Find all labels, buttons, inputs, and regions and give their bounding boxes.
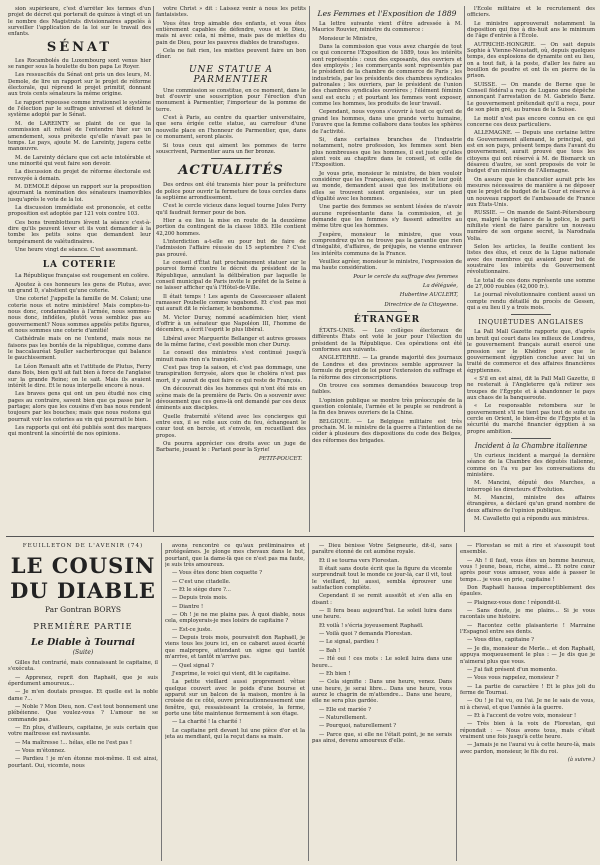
paragraph: — Vous êtes donc bien coquette ? [172,570,263,577]
novel-part: PREMIÈRE PARTIE [33,622,133,632]
paragraph: M. Victor Duruy, nommé académicien hier, vient d'offrir à un sénateur que Napoléon III, l'homme de décembre, a écrit l'esprit le plus libéral. [156,314,306,334]
paragraph: — Oh ! je ne me plains pas. À quoi diable, nous cela, employerais-je mes loisirs de capitaine ? [165,612,305,625]
paragraph: — Je m'en doutais presque. Et quelle est la noble dame ?... [8,689,158,702]
paragraph: — Apprenez, reprit don Raphaël, que je suis éperdument amoureux... [8,674,158,688]
paragraph: M. Cavalletto qui a répondu aux ministres. [474,516,589,523]
paragraph: M. Mancini, député des Marches, a interrogé les directeurs d'Évolution. [467,480,595,493]
paragraph: « Le responsable retombera sur le gouvernement s'il ne tient pas tout de suite un cercle en Orient, le bien-être de l'Égypte et la sécurité du marché financier égyptien à sa propre ambition. [467,403,595,435]
paragraph: — Je dis, monsieur de Merle... et don Raphaël, appuya moqueusement le plus : — Je dis que je n'aimerai plus que vous. [460,645,595,665]
paragraph: Les Rocambolés du Luxembourg sont venus hier se ranger sous la houlette du bon papa Le Royer. [8,57,151,71]
paragraph: — Jamais je ne l'aurai vu à cette heure-là, mais avec pardon, monsieur, le fils du roi. [460,742,595,755]
paragraph: Si, dans certaines branches de l'industrie notamment, notre profession, les femmes sont bien plus nombreuses que les hommes, il est juste qu'elles aient voix au chapitre dans le conseil, et celle de l'Exposition. [312,136,462,169]
feuilleton-text [460,543,595,755]
novel-author: Par Gontran BORYS [44,605,122,614]
russie-paragraph: Le total de ces dons représente une somme de 27,000 roubles (42,000 fr.). [467,277,595,291]
paragraph: — Vous dites, capitaine ? [467,637,535,644]
paragraph: — Voilà quoi ? demanda Florestan. [319,631,413,638]
paragraph: La République française est rougement en colère. [15,273,150,280]
paragraph: — Très bien à la voix de Florestan, qui répondait : — Nous avons tous, mais c'était vraiment une fois jusqu'à cette heure. [460,721,595,740]
paragraph: On trouve ces sommes demandées beaucoup trop faibles. [312,382,462,396]
section-heading-actualites: ACTUALITÉS [178,163,284,179]
feuilleton-text [8,660,158,769]
paragraph: — Le signal, pardieu ! [319,639,379,646]
allemagne-paragraph: ALLEMAGNE. — Depuis une certaine lettre du Gouvernement allemand, le principal, qui est en son pays, présent temps dans l'avant du gouvernement, aurait prouvé que tous les citoyens qui ont réservé à M. de Bismarck un désaveu d'autre, se sont proposés de voir le budget d'un ministère de l'Allemagne. [467,130,595,175]
paragraph: Cela ne fait rien, les miettes peuvent faire un bon dîner. [156,48,306,61]
feuilleton-divider [6,536,594,537]
paragraph: — Eh bien ! [319,670,351,677]
paragraph: J'espère, monsieur le ministre, que vous comprendrez qu'on ne trouve pas la garantie que rien d'inégalité, d'affaires, de préjugés, ne vienne entraver les intérêts communs de la France. [312,231,462,257]
column-1 [8,6,151,532]
feuilleton-text [165,543,305,740]
paragraph: Gilles fut contrarié, mais connaissant le capitaine, il s'exécuta. [8,660,158,673]
paragraph: Ou pourra apprécier ces droits avec un juge de Barbarie, jouant le : Partant pour la Syrie! [156,440,306,454]
signature: PETIT-POUCET. [258,455,302,462]
paragraph: Monsieur le Ministre, [319,35,378,42]
column-rule [464,6,465,532]
section-heading-senat: SÉNAT [46,39,113,55]
novel-chapter-sub: (Suite) [72,649,94,656]
paragraph: Une commission se constitue, en ce moment, dans le but d'ouvrir une souscription pour l'érection d'un monument à Parmentier, l'importeur de la pomme de terre. [156,87,306,113]
paragraph: L'interdiction a-t-elle eu pour but de faire de l'admission l'affaire réussie du 15 septembre ? C'est pas prouvé. [156,238,306,258]
intro-article [156,21,306,61]
paragraph: On découvrait dès les hommes qui n'ont été mis en scène mais de la première de Paris. On a souvenir avec dévouement que ces gens-là ont demandé par ces deux éminents aux disciples. [156,386,306,412]
paragraph: Le conseil d'État fait prochainement statuer sur le pourvoi formé contre le décret du président de la République, annulant la délibération par laquelle le conseil municipal de Paris invite le préfet de la Seine à ne laisser afficher qu'à l'Hôtel-de-Ville. [156,259,306,292]
paragraph: Vous êtes trop aimable des enfants, et vous êtes entièrement capables de défendre, vous et le Dieu, mais ni avec cela, ni même, mais pas de miettes du pain de Dieu, pour les pauvres diables de transfuges. [156,20,306,46]
column-rule [161,543,162,861]
paragraph: Le ministre approuverait notamment la disposition qui fixe à dix-huit ans le minimum de l'âge d'entrée à l'École. [467,20,595,40]
separator [367,311,407,312]
paragraph: — La partie de caractère ! Et le plus joli du ferme de Tournai. [460,683,595,696]
paragraph: ANGLETERRE. — La grande majorité des journaux de Londres et des provinces semble approuver la formule du projet de loi pour l'extension du suffrage et la réforme des circonscriptions. [312,355,462,381]
paragraph: — Ou ! je l'ai vu, ou l'ai. Je ne le sais de vous, ni à cheval, et que l'année à la guerre. [460,698,595,711]
paragraph: — Vous m'étonnez. [15,748,66,755]
paragraph: — Cela signifie : Dans une heure, venez. Dans une heure, je serai libre... Dans une heure, vous aurez le chagrin de m'attendre... Dans une heure, elle ne sera plus gardée. [312,679,452,705]
paragraph: Veuillez agréer, monsieur le ministre, l'expression de ma haute considération. [312,259,462,272]
paragraph: Hubertine AUCLERT, [399,292,458,299]
paragraph: avons rencontré ce qu'aux préliminaires et protégeâmes. Je plonge mes chevaux dans le but, pourtant, que la dame-là que ce n'est pas ma faute, je suis très amoureux. [165,543,305,569]
femmes-signature [312,274,462,308]
allemagne-paragraph: On assure que le chancelier aurait pris les mesures nécessaires de manière à ne déposer que le projet de budget de la Cour et réserve à un nouveau rapport de l'ambassade de France aux États-Unis. [467,176,595,208]
separator [511,438,551,439]
paragraph: Il était temps ! Les agents de Cassecasser allaient ramasser Poubelle comme vagabond. Et c'est pas moi qui aurait dit le réclamer, le bonhomme. [156,293,306,313]
paragraph: Pour le cercle du suffrage des femmes [353,273,458,280]
paragraph: Je vous prie, monsieur le ministre, de bien vouloir considérer que les Françaises, qui doivent le leur goût au monde, demandent aussi que les institutions où elles se trouvent soient organisées, sur un pied d'égalité avec les hommes. [312,170,462,202]
paragraph: — Pourquoi, naturellement ? [319,723,397,730]
paragraph: Dans la commission que vous avez chargée de tout ce qui concerne l'Exposition de 1889, tous les intérêts sont représentés : ceux des exposants, des ouvriers et des employés ; les commerçants sont représentés par le président de la chambre de commerce de Paris ; les industriels, par les présidents des chambres syndicales patronales ; les ouvriers, par le président de l'union des chambres syndicales ouvrières ; l'élément féminin seul est exclu ; et pourtant les femmes vont exposer, comme les hommes, les produits de leur travail. [312,44,462,108]
column-rule [309,6,310,532]
paragraph: — Sans doute, je me plains... Si je vous racontais une histoire. [460,608,595,621]
novel-title: LE COUSIN DU DIABLE [10,553,156,603]
paragraph: Les braves gens qui ont un peu étudié nos cinq pages au contraire, savent bien que ça passe par le partage; alors que les cousins d'en bas nous rendent toujours par les bouches; mais que nous restons qui pourrait voir les coteries au vin qui pourrait le bien. [8,391,151,423]
section-heading-coterie: LA COTERIE [42,260,117,271]
intro-paragraph: La lettre suivante vient d'être adressée à M. Maurice Rouvier, ministre du commerce : [312,21,462,34]
paragraph: — Et le siège dure ?... [172,587,231,594]
statue-article [156,88,306,155]
column-rule [308,543,309,861]
paragraph: Ajoutez à ces honneurs les gens de Plutus, avec un grand D, s'abstient qu'une coterie. [8,281,151,295]
paragraph: M. de Lareinty déclare que cet acte intolérable et une minorité qui veut faire son devoir. [8,154,151,167]
paragraph: M. DEMOLE dépose un rapport sur la proposition ajournant la nomination des sénateurs inamovibles jusqu'après le vote de la loi. [8,183,151,203]
paragraph: Une partie des femmes se sentent lésées de n'avoir aucune représentante dans la commission, et je demande que les femmes s'y fassent admettre au même titre que les hommes. [312,204,462,230]
russie-paragraph: RUSSIE. — On mande de Saint-Pétersbourg que, malgré la vigilance de la police, le parti nihiliste vient de faire paraître un nouveau numéro de son organe secret, la Narodnaïa Volia. [467,210,595,242]
russie-paragraph: Le journal révolutionnaire contient aussi un compte rendu détaillé du procès de Gessen, qui a eu lieu il y a trois mois. [467,292,595,312]
paragraph: Ces bons tremblotteurs lèvent la séance c'est-à-dire qu'ils peuvent lever et ils vont demander à la tombe les petits soins que demandent leur tempérament de valétudinaires. [8,219,151,245]
to-be-continued: (à suivre.) [567,756,595,763]
novel-chapter: Le Diable à Tournai [31,637,135,648]
paragraph: — Il fera beau aujourd'hui. Le soleil luira dans une heure. [312,608,452,621]
paragraph: — La charité ! la charité ! [172,719,242,726]
intro-article [467,6,595,40]
paragraph: — Vous vous rappelez, monsieur ? [467,675,559,682]
paragraph: M. de LAREINTY se plaint de ce que la commission ait refusé de l'entendre hier sur un amendement, sous prétexte qu'elle n'avait pas le temps. Le pays, ajoute M. de Lareinty, jugera cette manœuvre. [8,120,151,153]
paragraph: Une coterie! J'appelle la famille de M. Colani; une coterie nous et notre ministère! Mais comptes-tu-nous donc, condamnables à l'armée, nous sommes-nous donc, infidèles, plutôt vous semblez pas au gouvernement? Nous sommes appelés petits figures, et nous sommes une coterie d'amitié! [8,296,151,335]
paragraph: Quelle fraternité s'étend avec les concierges qui entre eux, il se relie aux coin du feu, échangeant le cœur tout en bercée, et s'envole, en recueillant des propos. [156,413,306,439]
paragraph: La discussion du projet de réforme électorale est renvoyée à demain. [8,169,151,182]
paragraph: — Parce que, si elle ne l'était point, je ne serais pas ainsi, devenu amoureux d'elle. [312,731,452,744]
paragraph: BELGIQUE. — Le Belgique militaire est très prochain. M. le ministre de la guerre a l'intention de ne céder à plusieurs des dispositions du code des Belges, des réformes des brigades. [312,418,462,444]
paragraph: l'École militaire et le recrutement des officiers. [467,6,595,19]
inquietudes-article [467,329,595,435]
autriche-paragraph: AUTRICHE-HONGRIE. — On sait depuis Sophie à Vienne-Neustadt, où, depuis quelques temps, des explosions de dynamite ont eu lieu, on a tout fait, à la poste, d'aller les faire au bouillon de poudre et ont ils en pierre de la prison. [467,41,595,80]
paragraph: J'exprime, le voici qui vient, dit le capitaine. [172,670,291,677]
paragraph: Cependant il se remit aussitôt et s'en alla en disant : [312,593,452,606]
feuilleton-text [312,543,452,744]
paragraph: — Florestan se mit à rire et s'assoupit tout ensemble. [460,543,595,556]
paragraph: Libéral avec Marguerite Bellanger et autres grosses de la même farine, c'est possible mon cher Duruy. [156,335,306,349]
paragraph: Une heure vingt de séance. C'est assommant. [15,247,138,253]
paragraph: — Diantre ! [172,603,204,610]
paragraph: C'est le cercle vicieux dans lequel tourne Jules Ferry qu'il faudrait fermer pour de bon. [156,203,306,216]
etranger-article [312,328,462,444]
paragraph: Le capitaine prit devant lui une pièce d'or et la jeta au mendiant, qui la reçut dans sa main. [165,727,305,740]
paragraph: — Depuis trois mois, poursuivit don Raphaël, je viens tous les jours ici, en ce cabaret aussi écarté que malpropre, attendant un signe qui tantôt m'arrive, et tantôt m'arrive pas. [165,635,305,661]
paragraph: Et il se tourna vers Florestan. [319,557,400,564]
column-4 [467,6,595,532]
column-3 [312,6,462,532]
paragraph: — Racontez cette plaisanterie ! Marraine l'Espagnol entre ses dents. [460,622,595,636]
paragraph: — Dieu bénisse Votre Seigneurie, dit-il, sans paraître étonné de cet aumône royale. [312,543,452,556]
feuilleton-column-3 [312,543,452,861]
feuilleton-header-label: FEUILLETON DE L'AVENIR [22,543,125,549]
paragraph: — Noble ? Mon Dieu, non. C'est tout bonnement une plébéienne. Que voulez-vous ? L'amour ne se commande pas. [8,704,158,723]
paragraph: Le Léon Renault afin et l'attitude de Plutus, Ferry dans Bois, bien qu'il ait fait bien à force de l'anglaise sur la grande Reine; on le sait. Mais ils avaient intérêt le dire. Et le nous interpelle encore à nous. [8,363,151,389]
paragraph: Et voilà ! s'écria joyeusement Raphaël. [319,622,424,629]
paragraph: — Elle est mariée ? [319,706,371,713]
paragraph: — Quel signal ? [172,662,214,669]
incident-article [467,453,595,522]
senat-article [8,58,151,254]
paragraph: Les ressuscités du Sénat ont pris un des leurs, M. Demole, de lire un rapport sur le projet de réforme électorale, qui réprend le projet primitif, donnant aux trois cents sénateurs la même origine. [8,72,151,98]
paragraph: Directrice de la Citoyenne. [384,301,458,308]
paragraph: — Ah ! il faut, vous êtes un homme heureux, vous ! jeune, beau, riche, aimé... Et notre cœur après pour vous amuser, vous aide à passer le temps... je vous en prie, capitaine ! [460,557,595,583]
feuilleton-header [8,543,158,549]
suisse-paragraph: Le motif n'est pas encore connu en ce qui concerne ces deux particuliers. [467,115,595,128]
paragraph: Le conseil des ministres s'est continué jusqu'à minuit mais rien n'a transpiré. [156,350,306,363]
paragraph: — Ma maîtresse !... hélas, elle ne l'est pas ! [15,739,132,746]
paragraph: Des ordres ont été transmis hier pour la préfecture de police pour ouvrir la fermeture de tous cercles dans la septième arrondissement. [156,182,306,201]
paragraph: — En plus, d'ailleurs, capitaine, je suis certain que votre maîtresse est ravissante. [8,725,158,738]
paragraph: — C'est une citadelle. [172,578,231,585]
separator [60,256,100,257]
feuilleton-column-2 [165,543,305,861]
section-heading-etranger: ÉTRANGER [353,315,421,326]
separator [511,314,551,315]
section-heading-incident: Incident à la Chambre italienne [474,441,588,450]
paragraph: Les rapports qui ont été publiés sont des marques qui montrent la sincérité de nos opinions. [8,424,151,438]
paragraph: — Et à l'accent de votre voix, monsieur ! [467,712,577,719]
section-heading-inquietudes: INQUIÉTUDES ANGLAISES [478,318,584,327]
feuilleton-column-1 [8,543,158,861]
intro-paragraph: votre Christ » dit : Laissez venir à nous les petits fantaisistes. [156,6,306,19]
paragraph: — Naturellement. [319,714,367,721]
paragraph: — J'ai fait présent d'un momento. [467,666,557,673]
paragraph: — Plaignez-vous donc ! répondit-il. [467,599,561,606]
paragraph: La déléguée, [422,283,458,290]
paragraph: ÉTATS-UNIS. — Les collèges électoraux de différents États ont voté le jour pour l'élection du président de la République. Ces opérations ont été conformes aux suivants. [312,328,462,354]
paragraph: Cependant, nous voyons s'ouvrir à tout ce qu'ont de grand les hommes, dans une grande vertu humaine, l'œuvre que la femme collabore dans toutes les sphères de l'activité. [312,109,462,135]
paragraph: — Est-ce juste. [172,626,212,633]
separator [211,158,251,159]
paragraph: — Pardieu ! je m'en étonne moi-même. Il est ainsi, pourtant. Oui, vicomte, nous [8,756,158,769]
paragraph: Le rapport repousse comme irrationnel le système de l'élection par le suffrage universel et défend le système adopté par le Sénat. [8,99,151,119]
paragraph: C'est à Paris, au centre du quartier universitaire, que sera érigée cette statue, au carrefour d'une nouvelle place en l'honneur de Parmentier, que, dans ce monument, seront placés. [156,115,306,141]
paragraph: — Depuis trois mois. [172,595,228,602]
feuilleton-number: (74) [127,543,144,549]
paragraph: La discussion immédiate est prononcée, et cette proposition est adoptée par 121 voix contre 103. [8,204,151,218]
paragraph: Don Raphaël haussa imperceptiblement des épaules. [460,585,595,598]
paragraph: Il était sans doute écrit que la figure du vicomte surprendrait tout le monde ce jour-là, car il vit, tout le vieillard, lui aussi, sembla éprouver une satisfaction complète. [312,566,452,592]
feuilleton-column-4 [460,543,595,861]
paragraph: L'opinion publique se montre très préoccupée de la question coloniale, l'armée et le peuple se rendront à la fin des braves ouvriers de la Chine. [312,397,462,417]
paragraph: C'est pas trop la saison, et c'est pas dommage, une transpiration ferrysée, alors que le choléra n'est pas mort, il y aurait de quoi faire ce qui reste de François. [156,365,306,384]
paragraph: Cathédrale mais on ne l'entend, mais nous ne faisons pas les bontés de la république, comme dans le baccalauréat Spuller sacherbrocque qui balance le gauchissement. [8,336,151,362]
paragraph: — Bah ! [319,647,341,654]
paragraph: Si tous ceux qui aiment les pommes de terre souscrivent, Parmentier aura un fier bronze. [156,142,306,155]
intro-paragraph: sion supérieure, c'est d'arrêter les termes d'un projet de décret qui porterait de quinze à vingt et un le nombre des Magistrats divisionnaires appelés à surveiller l'application de la loi sur le travail des enfants. [8,6,151,38]
coterie-article [8,273,151,437]
section-heading-femmes: Les Femmes et l'Exposition de 1889 [317,9,457,18]
paragraph: — Hé oui ! ces mots : Le soleil luira dans une heure... [312,656,452,669]
paragraph: La Pall Mall Gazette rapporte que, d'après un bruit qui court dans les milieux de Londres, le gouvernement français aurait exercé une pression sur le Khédive pour que le gouvernement égyptien conclue avec lui un traité de commerce et des affaires financières égyptiennes. [467,329,595,374]
suisse-paragraph: SUISSE. — On mande de Berne que le Conseil fédéral a reçu de Lugano une dépêche annonçant l'arrestation de M. Gabrielo Banz. Le gouvernement prétendait qu'il a reçu, pour de son plein gré, au bureau de la Suisse. [467,81,595,114]
column-2 [156,6,306,532]
paragraph: Un curieux incident a marqué la dernière séance de la Chambre des députés italienne, comme on l'a vu par les conversations du ministère. [467,452,595,478]
paragraph: La petite vieillard aussi proprement vêtue quelque couvert avec le poids d'une bourse et apparut sur un balcon de la maison, montre à la croisée de ce côté, ouvre précautionneusement une fenêtre, qui, ressaisissant la croisée, la ferme, porte une tête maintenue fermement à son étage. [165,679,305,717]
femmes-article [312,36,462,272]
section-heading-statue: UNE STATUE A PARMENTIER [188,64,274,85]
actualites-article [156,182,306,453]
paragraph: Hier a eu lieu la mise en route de la deuxième portion du contingent de la classe 1883. Elle contient 42,200 hommes. [156,217,306,237]
column-rule [456,543,457,861]
russie-paragraph: Selon les articles, la feuille contient les listes des élus, et ceux de la Ligue nationale avec des membres qui avaient pour but de soustraire les intérêts du Gouvernement révolutionnaire. [467,244,595,276]
column-rule [153,6,154,532]
paragraph: M. Mancini, ministre des affaires étrangères, a déclaré qu'un grand nombre de deux affaires de l'opinion publique. [467,495,595,514]
paragraph: « S'il en est ainsi, dit la Pall Mall Gazette, il ne resterait à l'Angleterre qu'à retirer ses troupes de l'Égypte et à abandonner le pays aux chaos de la banqueroute. [467,375,595,401]
